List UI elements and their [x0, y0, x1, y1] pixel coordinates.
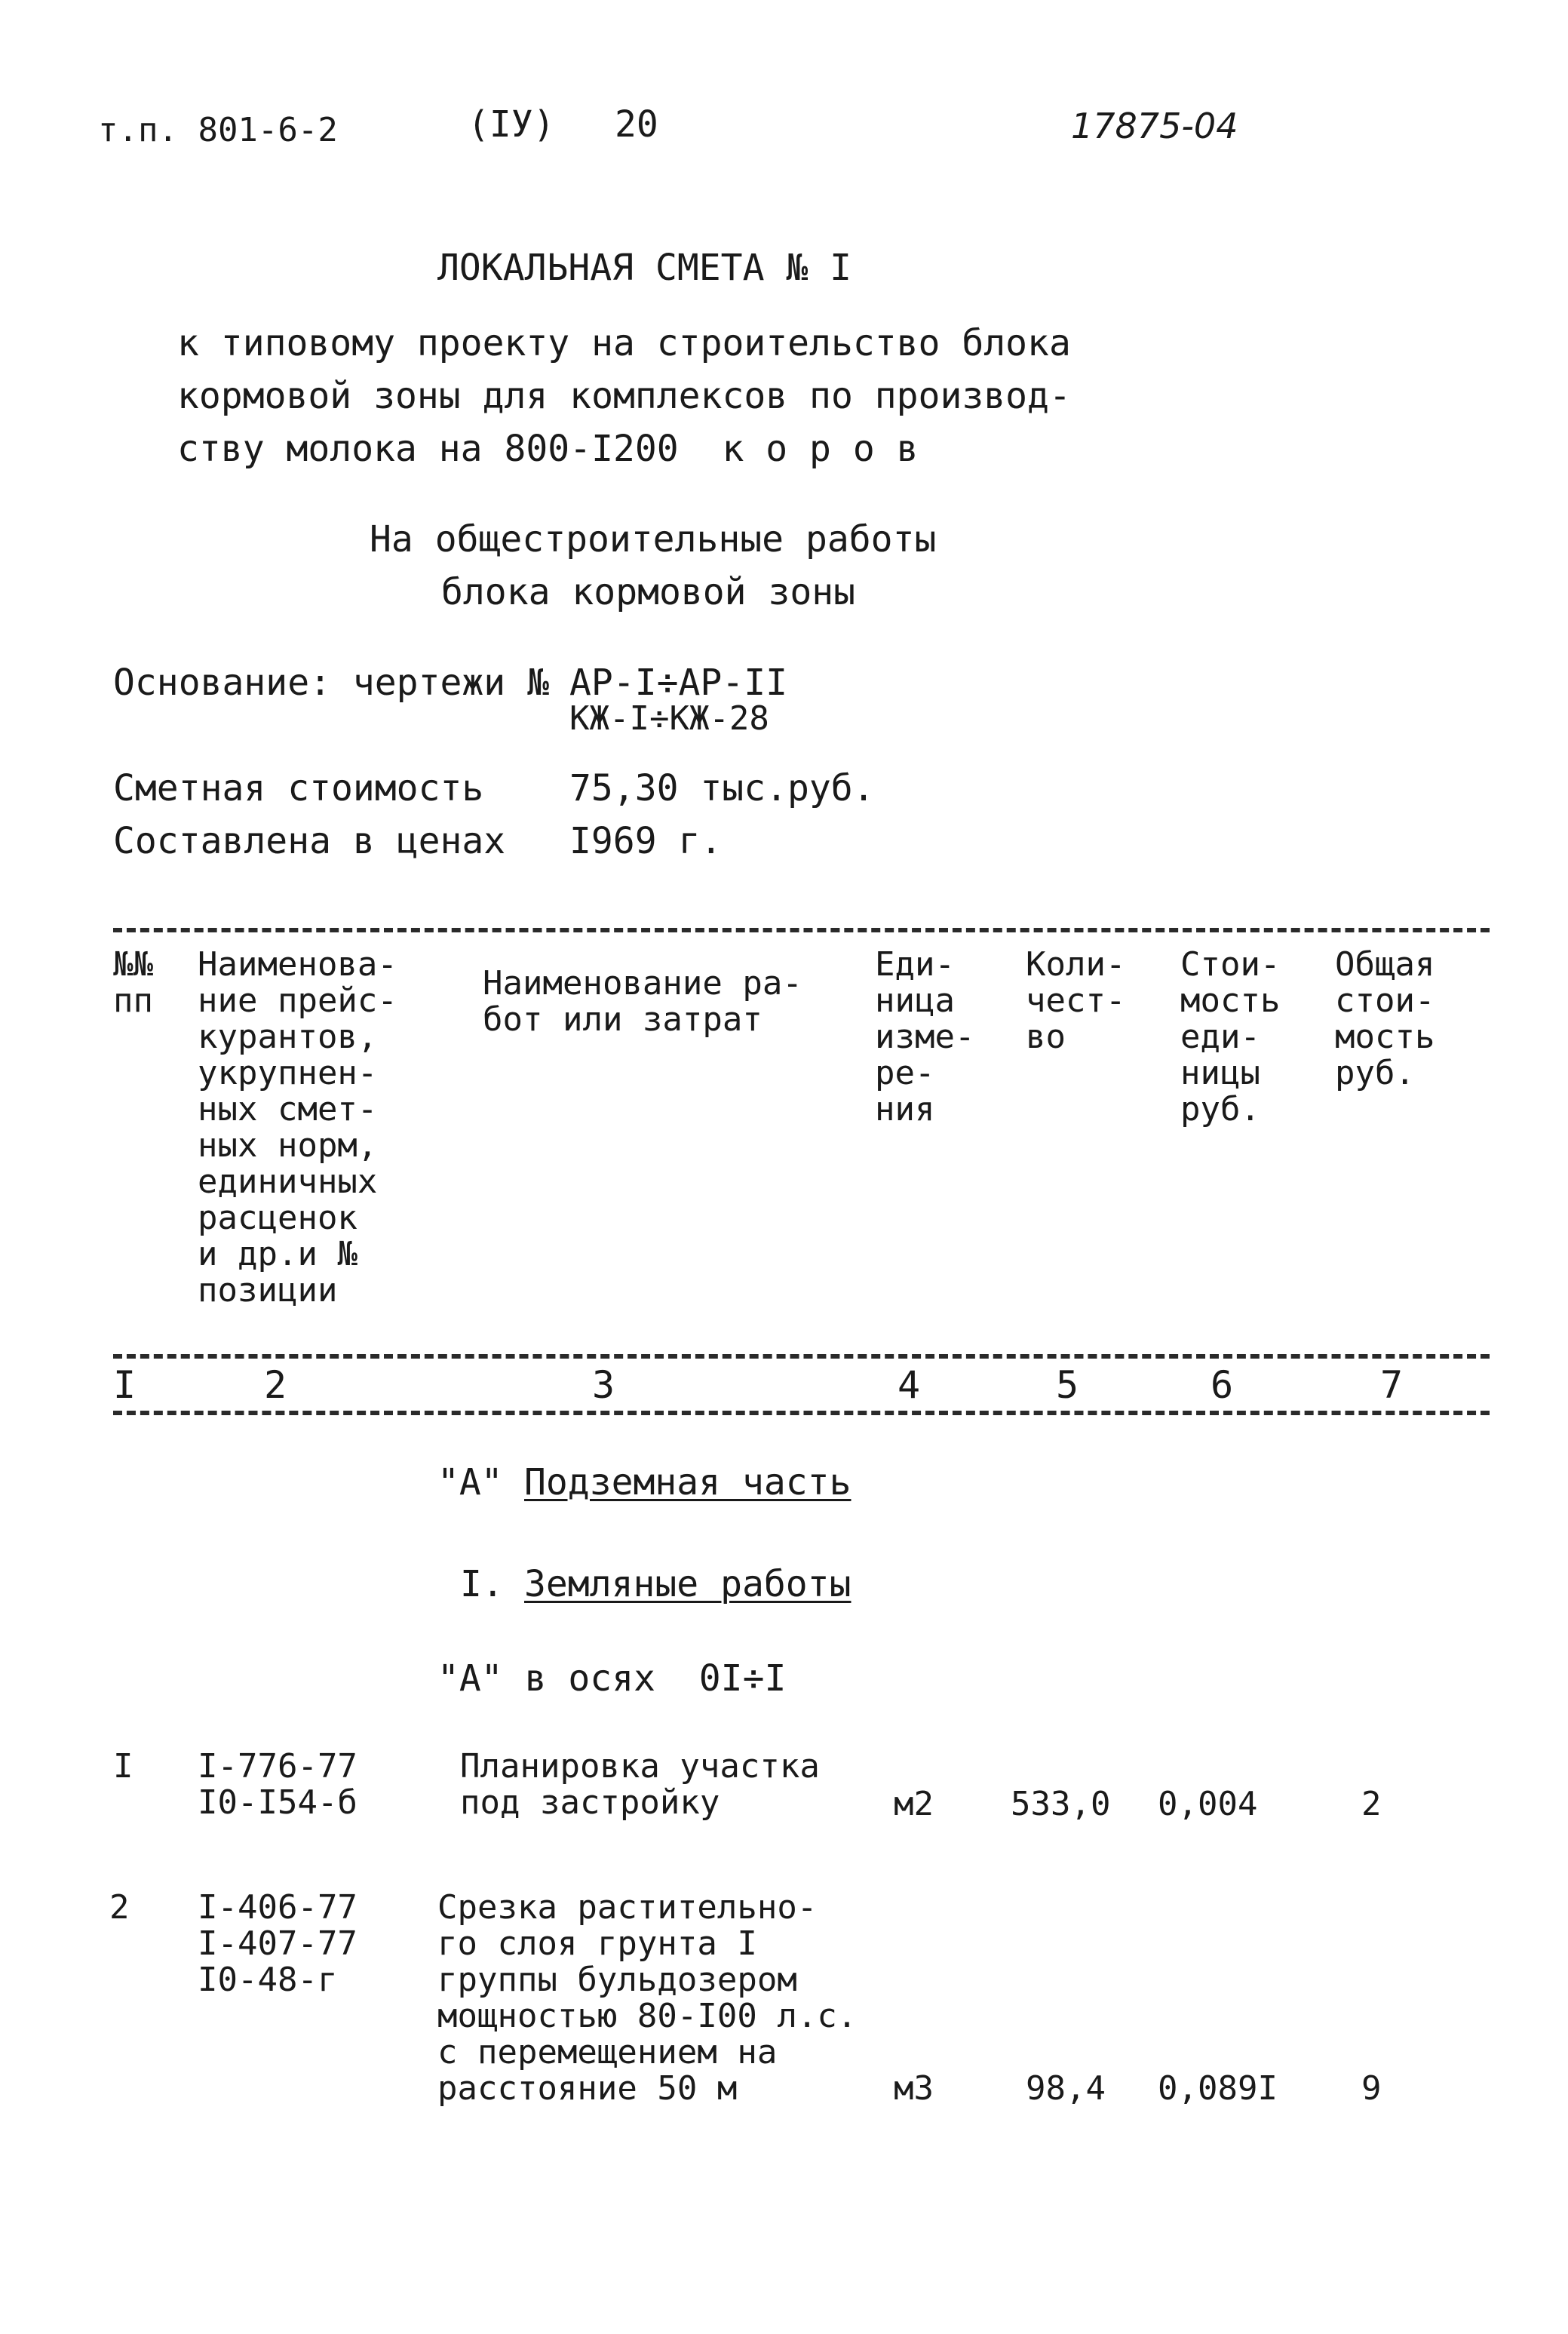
- row-1-description: Планировка участка под застройку: [460, 1747, 820, 1822]
- column-number-4: 4: [898, 1363, 921, 1407]
- estimate-title: ЛОКАЛЬНАЯ СМЕТА № I: [437, 247, 852, 289]
- row-2-description: Срезка растительно- го слоя грунта I группы бульдозером мощностью 80-I00 л.с. с перемещением на расстояние 50 м: [437, 1888, 858, 2108]
- row-1-codes: I-776-77 I0-I54-б: [198, 1747, 357, 1822]
- subsection-title: Земляные работы: [524, 1563, 852, 1605]
- header-col-unit: Еди- ница изме- ре- ния: [875, 945, 975, 1129]
- document-number: 17875-04: [1071, 106, 1238, 146]
- row-2-quantity: 98,4: [1026, 2069, 1106, 2108]
- column-number-3: 3: [592, 1363, 615, 1407]
- subtitle-line-2: кормовой зоны для комплексов по производ-: [177, 375, 1071, 417]
- column-numbers-bottom-rule: [113, 1411, 1490, 1415]
- work-scope-line-1: На общестроительные работы: [370, 518, 937, 560]
- header-col-quantity: Коли- чест- во: [1026, 945, 1126, 1056]
- row-2-number: 2: [109, 1888, 130, 1927]
- project-reference: т.п. 801-6-2: [98, 111, 338, 149]
- page-number: 20: [615, 103, 658, 146]
- part-prefix: "А": [437, 1461, 503, 1503]
- header-col-codes: Наименова- ние прейс- курантов, укрупнен- ных смет- ных норм, единичных расценок и др.и № позиции: [198, 945, 397, 1310]
- basis-drawings-ar: АР-I÷АР-II: [569, 662, 787, 704]
- row-2-unit-cost: 0,089I: [1158, 2069, 1278, 2108]
- row-1-total: 2: [1361, 1785, 1382, 1823]
- column-number-7: 7: [1380, 1363, 1404, 1407]
- basis-drawings-kzh: КЖ-I÷КЖ-28: [569, 699, 769, 738]
- column-number-5: 5: [1056, 1363, 1079, 1407]
- table-top-rule: [113, 928, 1490, 932]
- column-numbers-top-rule: [113, 1354, 1490, 1359]
- column-number-6: 6: [1211, 1363, 1234, 1407]
- part-title: Подземная часть: [524, 1461, 852, 1503]
- subtitle-line-3: ству молока на 800-I200 к о р о в: [177, 428, 919, 470]
- row-1-unit-cost: 0,004: [1158, 1785, 1258, 1823]
- estimated-cost-value: 75,30 тыс.руб.: [569, 767, 875, 809]
- row-2-unit: м3: [894, 2069, 934, 2108]
- row-1-unit: м2: [894, 1785, 934, 1823]
- basis-label: Основание: чертежи №: [113, 662, 549, 704]
- row-2-total: 9: [1361, 2069, 1382, 2108]
- work-scope-line-2: блока кормовой зоны: [441, 571, 856, 613]
- header-col-description: Наименование ра- бот или затрат: [483, 964, 802, 1039]
- header-col-number: №№ пп: [113, 945, 153, 1020]
- column-number-1: I: [113, 1363, 137, 1407]
- row-1-quantity: 533,0: [1011, 1785, 1111, 1823]
- row-1-number: I: [113, 1747, 133, 1786]
- row-2-codes: I-406-77 I-407-77 I0-48-г: [198, 1888, 357, 1999]
- price-level-value: I969 г.: [569, 820, 723, 862]
- subsection-prefix: I.: [460, 1563, 504, 1605]
- volume-label: (IУ): [468, 103, 555, 146]
- estimated-cost-label: Сметная стоимость: [113, 767, 484, 809]
- price-level-label: Составлена в ценах: [113, 820, 506, 862]
- subtitle-line-1: к типовому проекту на строительство блока: [177, 322, 1071, 364]
- header-col-unit-cost: Стои- мость еди- ницы руб.: [1180, 945, 1281, 1129]
- column-number-2: 2: [264, 1363, 287, 1407]
- header-col-total-cost: Общая стои- мость руб.: [1335, 945, 1435, 1092]
- axis-label: "А" в осях 0I÷I: [437, 1657, 787, 1700]
